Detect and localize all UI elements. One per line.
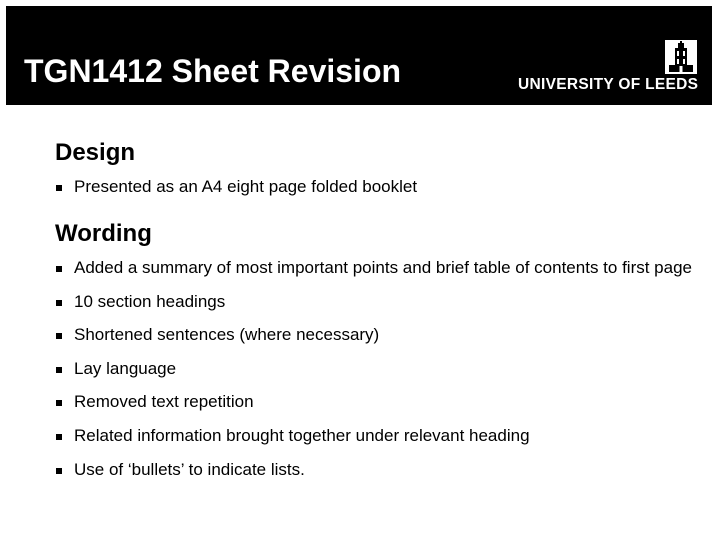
wording-section (55, 219, 705, 491)
square-bullet-icon (56, 367, 62, 373)
bullet-item (55, 256, 705, 280)
design-bullet-list (55, 175, 705, 199)
bullet-item (55, 424, 705, 448)
bullet-item (55, 290, 705, 314)
bullet-item (55, 323, 705, 347)
bullet-item (55, 175, 705, 199)
square-bullet-icon (56, 300, 62, 306)
bullet-text: Added a summary of most important points and brief table of contents to first page (74, 258, 692, 277)
university-logo (518, 39, 708, 97)
header-bar (6, 6, 712, 105)
section-heading-design: Design (55, 139, 136, 166)
square-bullet-icon (56, 266, 62, 272)
bullet-text: Lay language (74, 358, 177, 378)
wording-bullet-list (55, 256, 705, 482)
bullet-text: Presented as an A4 eight page folded booklet (74, 177, 418, 196)
bullet-text: Related information brought together under relevant heading (74, 425, 530, 445)
square-bullet-icon (56, 185, 62, 191)
logo-text: UNIVERSITY OF LEEDS (518, 76, 699, 93)
bullet-text: 10 section headings (74, 291, 226, 311)
bullet-item (55, 390, 705, 414)
section-heading-wording: Wording (55, 220, 152, 247)
slide-title: TGN1412 Sheet Revision (24, 53, 402, 89)
square-bullet-icon (56, 333, 62, 339)
bullet-item (55, 458, 705, 482)
tower-crest-icon (663, 39, 699, 75)
design-section (55, 138, 705, 199)
bullet-item (55, 357, 705, 381)
square-bullet-icon (56, 468, 62, 474)
bullet-text: Shortened sentences (where necessary) (74, 325, 380, 345)
square-bullet-icon (56, 434, 62, 440)
square-bullet-icon (56, 400, 62, 406)
bullet-text: Use of ‘bullets’ to indicate lists. (74, 459, 305, 479)
bullet-text: Removed text repetition (74, 392, 254, 412)
